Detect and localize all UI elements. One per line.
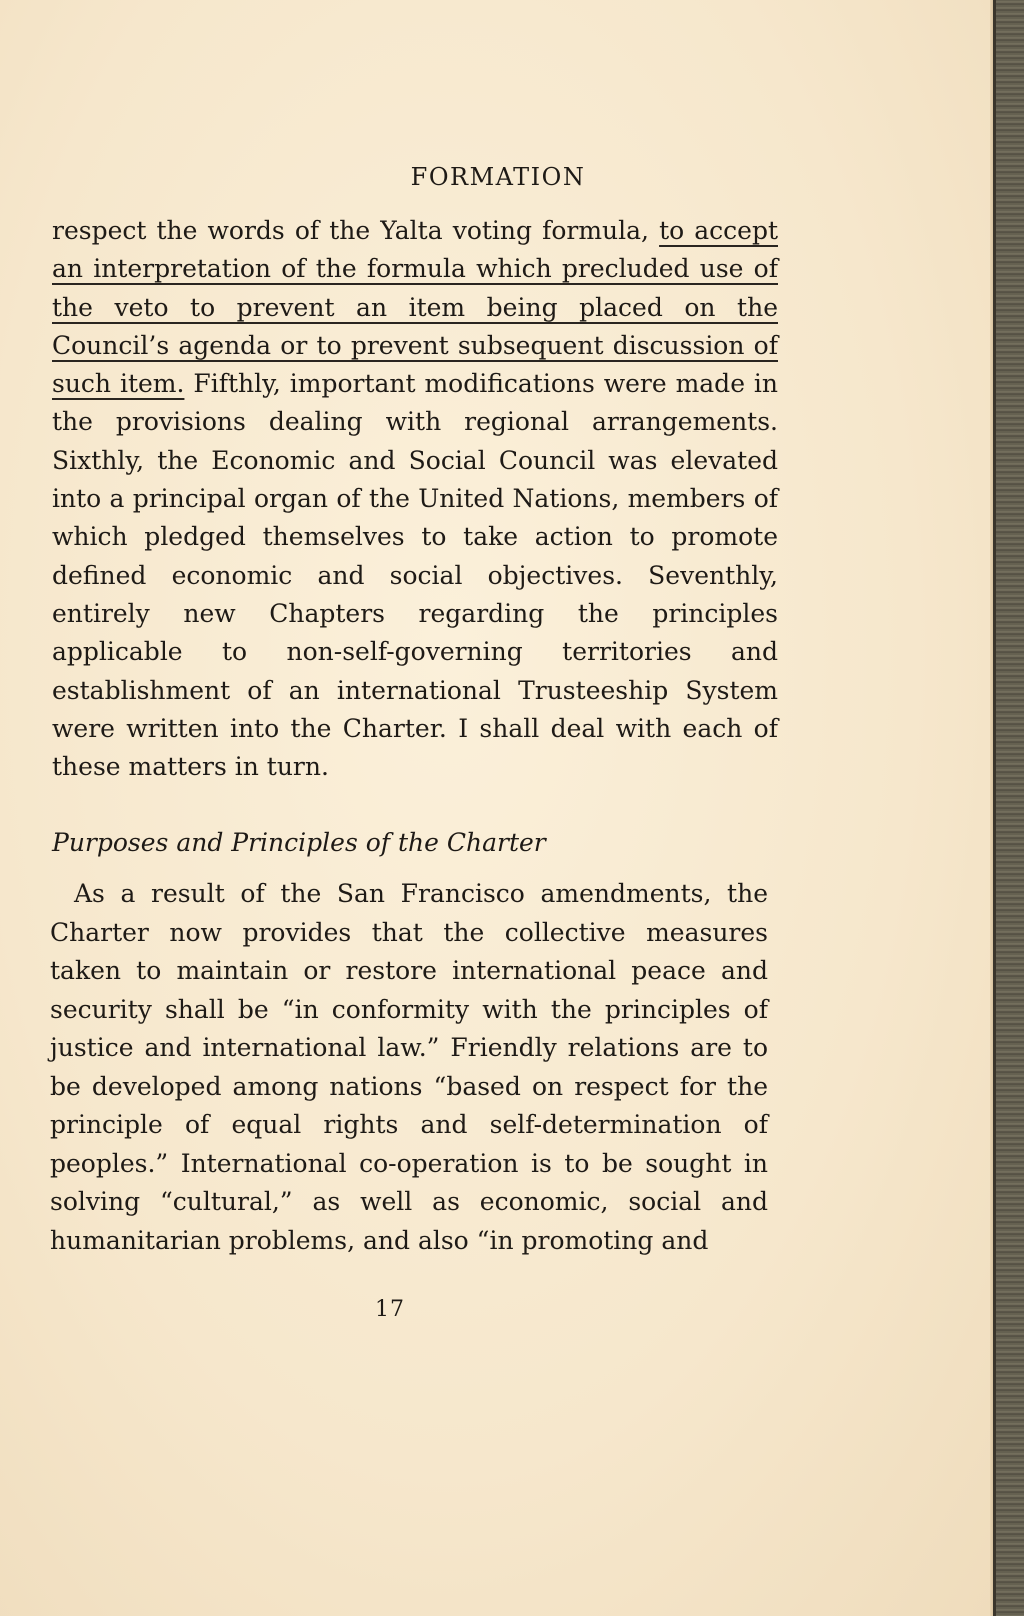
paragraph-1-lead: respect the words of the Yalta voting formula, — [52, 216, 660, 245]
underlined-passage: to accept an interpretation of the formula which precluded use of the veto to prevent an item being placed on the Council’s agenda or to prevent subsequent discussion of such item. — [52, 216, 778, 399]
book-binding — [993, 0, 1024, 1616]
section-heading: Purposes and Principles of the Charter — [52, 828, 546, 857]
paragraph-1-rest: Fifthly, important modifications were made in the provisions dealing with regional arrangements. Sixthly, the Economic and Social Council was elevated into a principal organ of the United Nations, members of which pledged themselves to take action to promote defined economic and social objectives. Seventhly, entirely new Chapters regarding the principles applicable to non-self-governing territories and establishment of an international Trusteeship System were written into the Charter. I shall deal with each of these matters in turn. — [52, 369, 778, 782]
page-number: 17 — [375, 1297, 405, 1322]
running-head: FORMATION — [410, 163, 586, 191]
body-paragraph — [52, 212, 778, 786]
section-paragraph — [50, 875, 768, 1260]
paragraph-1 — [52, 212, 778, 786]
paragraph-2: As a result of the San Francisco amendments, the Charter now provides that the collective measures taken to maintain or restore international peace and security shall be “in conformity with the principles of justice and international law.” Friendly relations are to be developed among nations “based on respect for the principle of equal rights and self-determination of peoples.” International co-operation is to be sought in solving “cultural,” as well as economic, social and humanitarian problems, and also “in promoting and — [50, 879, 768, 1255]
